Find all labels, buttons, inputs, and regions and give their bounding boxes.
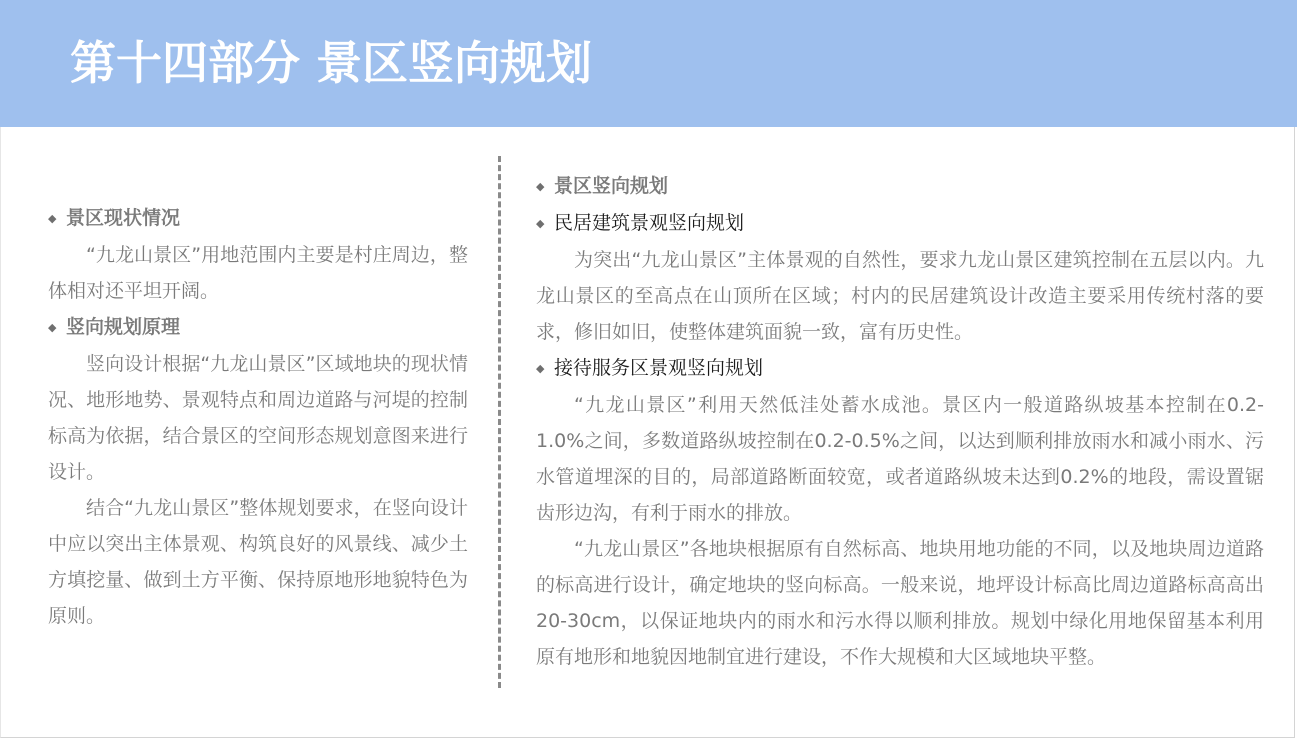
header-band xyxy=(0,0,1297,127)
section-heading-reception-area xyxy=(536,350,1264,387)
heading-text: 竖向规划原理 xyxy=(66,316,181,338)
section-heading-vertical-planning xyxy=(536,168,1264,205)
diamond-bullet-icon: ◆ xyxy=(536,217,545,230)
paragraph: 为突出“九龙山景区”主体景观的自然性，要求九龙山景区建筑控制在五层以内。九龙山景区的至高点在山顶所在区域；村内的民居建筑设计改造主要采用传统村落的要求，修旧如旧，使整体建筑面貌一致，富有历史性。 xyxy=(536,249,1264,343)
right-column xyxy=(536,168,1264,675)
column-divider xyxy=(498,156,501,688)
section-heading-residential xyxy=(536,205,1264,242)
heading-text: 景区竖向规划 xyxy=(554,175,669,197)
paragraph: 结合“九龙山景区”整体规划要求，在竖向设计中应以突出主体景观、构筑良好的风景线、减少土方填挖量、做到土方平衡、保持原地形地貌特色为原则。 xyxy=(48,497,468,627)
left-column xyxy=(48,200,468,634)
diamond-bullet-icon: ◆ xyxy=(536,362,545,375)
paragraph: “九龙山景区”利用天然低洼处蓄水成池。景区内一般道路纵坡基本控制在0.2-1.0%之间，多数道路纵坡控制在0.2-0.5%之间，以达到顺利排放雨水和减小雨水、污水管道埋深的目的，局部道路断面较宽，或者道路纵坡未达到0.2%的地段，需设置锯齿形边沟，有利于雨水的排放。 xyxy=(536,394,1264,524)
heading-text: 民居建筑景观竖向规划 xyxy=(554,212,745,234)
page-title: 第十四部分 景区竖向规划 xyxy=(70,36,593,90)
diamond-bullet-icon: ◆ xyxy=(48,321,57,334)
paragraph: “九龙山景区”用地范围内主要是村庄周边，整体相对还平坦开阔。 xyxy=(48,244,468,302)
paragraph: 竖向设计根据“九龙山景区”区域地块的现状情况、地形地势、景观特点和周边道路与河堤的控制标高为依据，结合景区的空间形态规划意图来进行设计。 xyxy=(48,353,468,483)
heading-text: 接待服务区景观竖向规划 xyxy=(554,357,764,379)
paragraph: “九龙山景区”各地块根据原有自然标高、地块用地功能的不同，以及地块周边道路的标高进行设计，确定地块的竖向标高。一般来说，地坪设计标高比周边道路标高高出20-30cm，以保证地块内的雨水和污水得以顺利排放。规划中绿化用地保留基本利用原有地形和地貌因地制宜进行建设，不作大规模和大区域地块平整。 xyxy=(536,538,1264,668)
diamond-bullet-icon: ◆ xyxy=(536,180,545,193)
diamond-bullet-icon: ◆ xyxy=(48,212,57,225)
section-heading-current-situation xyxy=(48,200,468,237)
section-heading-principles xyxy=(48,309,468,346)
heading-text: 景区现状情况 xyxy=(66,207,181,229)
